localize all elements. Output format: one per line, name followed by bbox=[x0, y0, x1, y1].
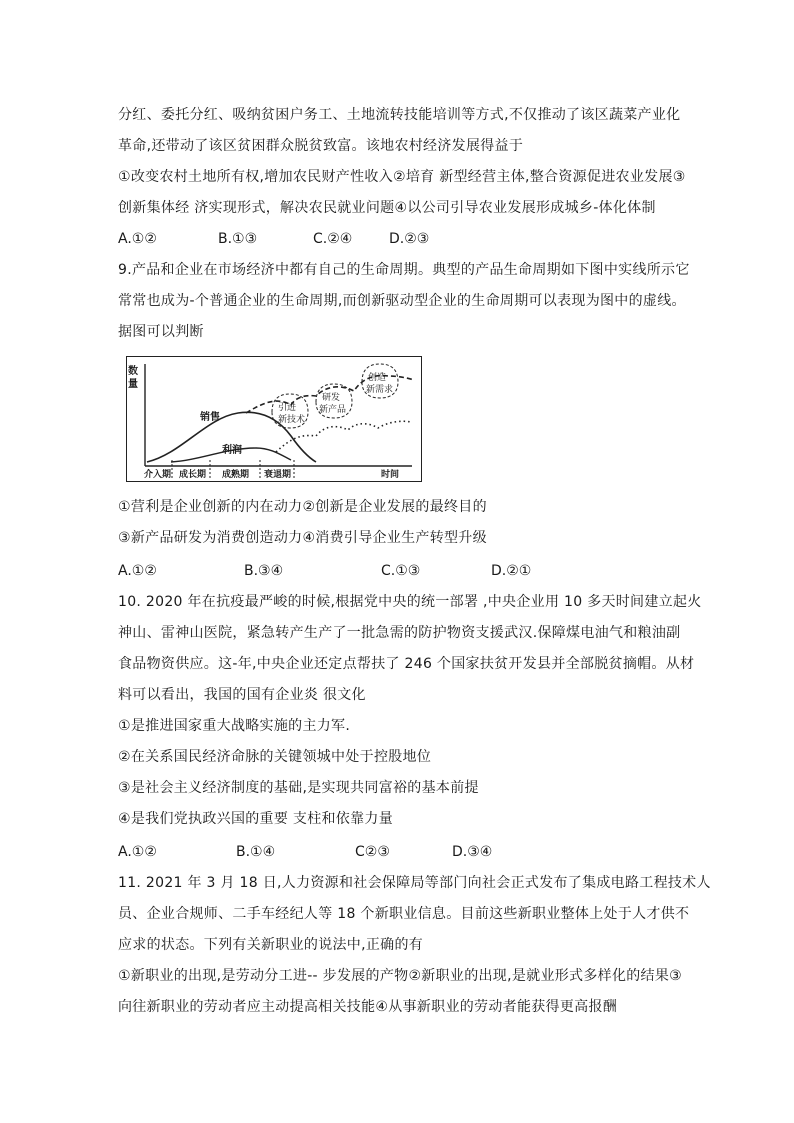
sales-label: 销售 bbox=[200, 412, 220, 423]
q11-text-line-2: 员、企业合规师、二手车经纪人等 18 个新职业信息。目前这些新职业整体上处于人才供不 bbox=[118, 906, 690, 922]
q9-option-d: D.②① bbox=[491, 563, 532, 579]
q9-text-line-2: 常常也成为-个普通企业的生命周期,而创新驱动型企业的生命周期可以表现为图中的虚线。 bbox=[118, 293, 686, 309]
annotation-new-product-1: 研发 bbox=[322, 393, 341, 403]
q10-statement-3: ③是社会主义经济制度的基础,是实现共同富裕的基本前提 bbox=[118, 780, 479, 796]
q10-text-line-2: 神山、雷神山医院，紧急转产生产了一批急需的防护物资支援武汉.保障煤电油气和粮油副 bbox=[118, 625, 681, 641]
annotation-new-demand-2: 新需求 bbox=[366, 385, 394, 395]
q8-option-b: B.①③ bbox=[218, 231, 258, 247]
q8-text-line-2: 革命,还带动了该区贫困群众脱贫致富。该地农村经济发展得益于 bbox=[118, 138, 524, 154]
q10-text-line-3: 食品物资供应。这-年,中央企业还定点帮扶了 246 个国家扶贫开发县并全部脱贫摘帽。从材 bbox=[118, 656, 695, 672]
annotation-new-demand-1: 创造 bbox=[368, 373, 387, 383]
q9-option-c: C.①③ bbox=[381, 563, 421, 579]
q9-statement-line-2: ③新产品研发为消费创造动力④消费引导企业生产转型升级 bbox=[118, 530, 487, 546]
q8-option-a: A.①② bbox=[118, 231, 157, 247]
q10-text-line-4: 料可以看出，我国的国有企业炎 很文化 bbox=[118, 687, 366, 703]
product-lifecycle-chart bbox=[126, 356, 422, 482]
x-axis-label: 时间 bbox=[381, 470, 400, 480]
y-axis-label-1: 数 bbox=[128, 366, 138, 377]
q8-option-d: D.②③ bbox=[389, 231, 430, 247]
stage-label-decline: 衰退期 bbox=[264, 470, 292, 480]
q8-statement-line-2: 创新集体经 济实现形式，解决农民就业问题④以公司引导农业发展形成城乡-体化体制 bbox=[118, 200, 656, 216]
q8-text-line-1: 分红、委托分红、吸纳贫困户务工、土地流转技能培训等方式,不仅推动了该区蔬菜产业化 bbox=[118, 107, 681, 123]
stage-label-growth: 成长期 bbox=[179, 470, 207, 480]
stage-label-mature: 成熟期 bbox=[222, 470, 250, 480]
q10-option-d: D.③④ bbox=[452, 844, 493, 860]
q10-option-b: B.①④ bbox=[236, 844, 276, 860]
q8-option-c: C.②④ bbox=[313, 231, 353, 247]
q8-statement-line-1: ①改变农村土地所有权,增加农民财产性收入②培育 新型经营主体,整合资源促进农业发展③ bbox=[118, 169, 686, 185]
q10-statement-1: ①是推进国家重大战略实施的主力军. bbox=[118, 718, 351, 734]
innovation-dotted-curve bbox=[276, 421, 411, 452]
annotation-new-product-2: 新产品 bbox=[319, 405, 347, 415]
q10-statement-2: ②在关系国民经济命脉的关键领城中处于控股地位 bbox=[118, 749, 432, 765]
q11-text-line-1: 11. 2021 年 3 月 18 日,人力资源和社会保障局等部门向社会正式发布了集成电路工程技术人 bbox=[118, 875, 711, 891]
annotation-intro-tech-1: 引进 bbox=[278, 403, 297, 413]
q10-option-c: C②③ bbox=[355, 844, 390, 860]
q11-statement-line-1: ①新职业的出现,是劳动分工进-- 步发展的产物②新职业的出现,是就业形式多样化的结果③ bbox=[118, 968, 683, 984]
q10-statement-4: ④是我们党执政兴国的重要 支柱和依靠力量 bbox=[118, 811, 393, 827]
q9-option-b: B.③④ bbox=[244, 563, 284, 579]
q10-option-a: A.①② bbox=[118, 844, 157, 860]
q9-text-line-1: 9.产品和企业在市场经济中都有自己的生命周期。典型的产品生命周期如下图中实线所示它 bbox=[118, 262, 690, 278]
profit-label: 利润 bbox=[222, 445, 242, 456]
q9-text-line-3: 据图可以判断 bbox=[118, 324, 204, 340]
lifecycle-chart-svg bbox=[126, 356, 422, 482]
q9-option-a: A.①② bbox=[118, 563, 157, 579]
q9-statement-line-1: ①营利是企业创新的内在动力②创新是企业发展的最终目的 bbox=[118, 499, 487, 515]
q11-text-line-3: 应求的状态。下列有关新职业的说法中,正确的有 bbox=[118, 937, 424, 953]
q10-text-line-1: 10. 2020 年在抗疫最严峻的时候,根据党中央的统一部署 ,中央企业用 10 多天时间建立起火 bbox=[118, 594, 702, 610]
annotation-intro-tech-2: 新技术 bbox=[278, 415, 306, 425]
q11-statement-line-2: 向往新职业的劳动者应主动提高相关技能④从事新职业的劳动者能获得更高报酬 bbox=[118, 999, 618, 1015]
y-axis-label-2: 量 bbox=[128, 379, 138, 390]
stage-label-intro: 介入期 bbox=[144, 470, 172, 480]
